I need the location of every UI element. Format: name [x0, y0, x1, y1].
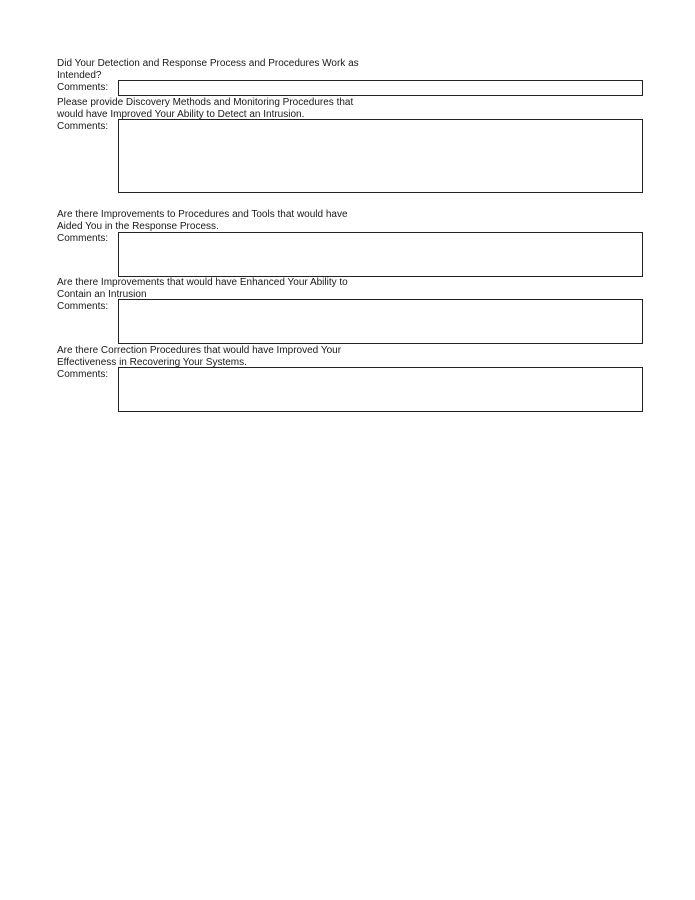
- question-3-line-1: Are there Improvements to Procedures and Tools that would have: [57, 209, 348, 220]
- question-3-line-2: Aided You in the Response Process.: [57, 220, 219, 232]
- question-1-comments-label: Comments:: [57, 82, 109, 93]
- question-5-line-1: Are there Correction Procedures that would have Improved Your: [57, 345, 342, 356]
- question-2-comments-box[interactable]: [118, 119, 643, 193]
- question-2-line-2: would have Improved Your Ability to Detect an Intrusion.: [57, 108, 305, 120]
- question-1-text: [57, 58, 359, 81]
- question-3-comments-box[interactable]: [118, 232, 643, 277]
- question-1-line-2: Intended?: [57, 69, 102, 81]
- question-4-line-2: Contain an Intrusion: [57, 288, 147, 300]
- question-5-comments-box[interactable]: [118, 367, 643, 412]
- question-3-text: [57, 209, 348, 232]
- question-5-text: [57, 345, 341, 368]
- question-5-line-2: Effectiveness in Recovering Your Systems.: [57, 356, 247, 368]
- question-3-comments-label: Comments:: [57, 233, 109, 244]
- question-4-comments-box[interactable]: [118, 299, 643, 344]
- question-2-line-1: Please provide Discovery Methods and Monitoring Procedures that: [57, 97, 354, 108]
- question-5-comments-label: Comments:: [57, 369, 109, 380]
- question-1-comments-box[interactable]: [118, 80, 643, 96]
- question-1-line-1: Did Your Detection and Response Process and Procedures Work as: [57, 58, 359, 69]
- question-2-text: [57, 97, 353, 120]
- question-4-line-1: Are there Improvements that would have Enhanced Your Ability to: [57, 277, 348, 288]
- question-4-text: [57, 277, 348, 300]
- question-2-comments-label: Comments:: [57, 121, 109, 132]
- question-4-comments-label: Comments:: [57, 301, 109, 312]
